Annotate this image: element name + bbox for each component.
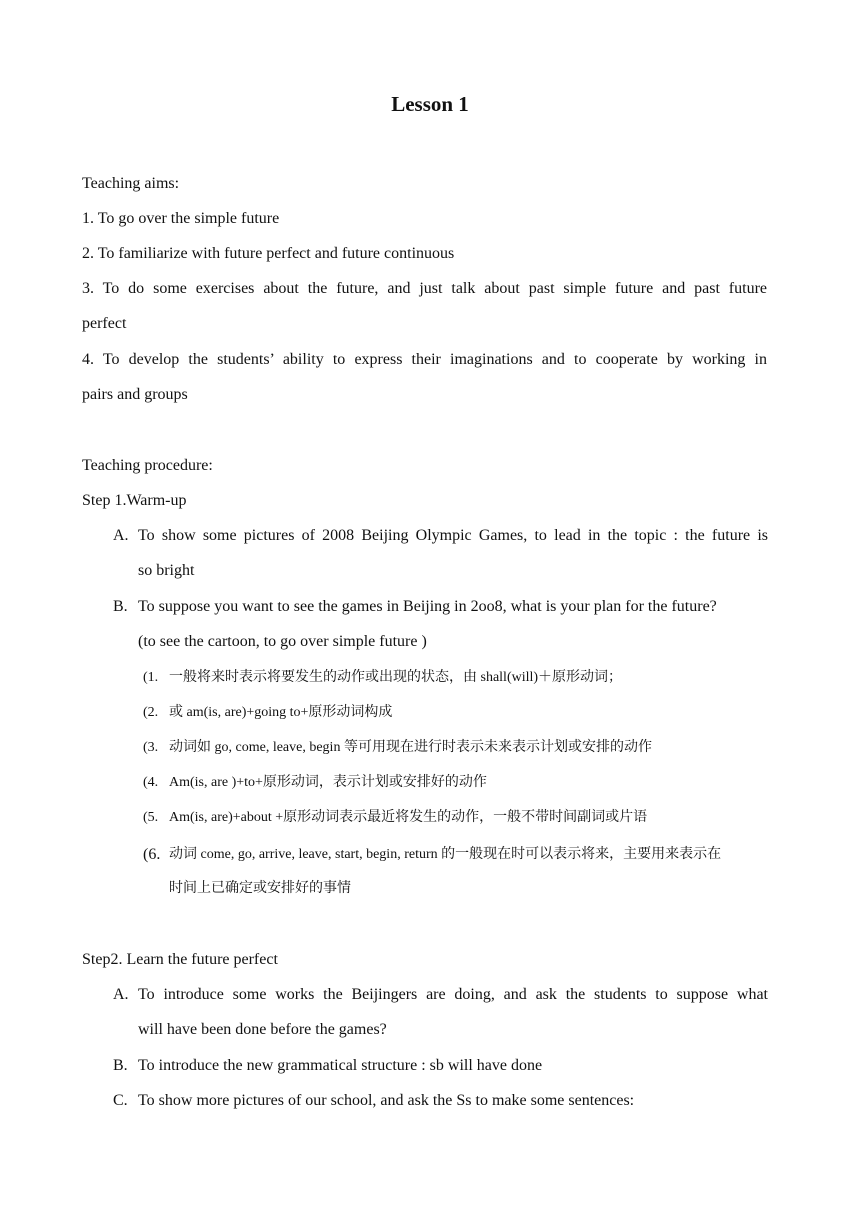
note-number: (2. [143,705,159,720]
step2-item-a-line-1: To introduce some works the Beijingers are doing, and ask the students to suppose what [138,986,768,1003]
aim-4-line-2: pairs and groups [82,386,188,403]
note-text: 一般将来时表示将要发生的动作或出现的状态，由 shall(will)＋原形动词； [169,670,623,685]
note-number: (1. [143,670,159,685]
note-number: (6. [143,846,161,863]
aims-heading: Teaching aims: [82,175,180,192]
aim-3-line-2: perfect [82,315,127,332]
step1-title: Step 1.Warm-up [82,492,187,509]
note-text: 动词如 go, come, leave, begin 等可用现在进行时表示未来表示计划或安排的动作 [169,740,652,755]
note-text: 或 am(is, are)+going to+原形动词构成 [169,705,393,720]
step1-item-a-line-2: so bright [138,562,195,579]
step1-item-b-label: B. [113,598,128,615]
step2-item-c-line-1: To show more pictures of our school, and ask the Ss to make some sentences: [138,1092,635,1109]
step1-item-a-label: A. [113,527,129,544]
aim-2: 2. To familiarize with future perfect and future continuous [82,245,455,262]
step1-item-b-line-2: (to see the cartoon, to go over simple future ) [138,633,427,650]
step2-title: Step2. Learn the future perfect [82,951,278,968]
note-text: Am(is, are )+to+原形动词，表示计划或安排好的动作 [169,775,487,790]
note-number: (4. [143,775,159,790]
step2-item-b-label: B. [113,1057,128,1074]
step2-item-b-line-1: To introduce the new grammatical structure : sb will have done [138,1057,543,1074]
aim-3-line-1: 3. To do some exercises about the future, and just talk about past simple future and past future [82,280,767,297]
aim-1: 1. To go over the simple future [82,210,280,227]
aim-4-line-1: 4. To develop the students’ ability to express their imaginations and to cooperate by working in [82,351,767,368]
step2-item-c-label: C. [113,1092,128,1109]
note-6-line-2: 时间上已确定或安排好的事情 [169,881,351,896]
step1-item-b-line-1: To suppose you want to see the games in Beijing in 2oo8, what is your plan for the future? [138,598,717,615]
procedure-heading: Teaching procedure: [82,457,213,474]
note-number: (3. [143,740,159,755]
note-number: (5. [143,810,159,825]
note-text: Am(is, are)+about +原形动词表示最近将发生的动作，一般不带时间副词或片语 [169,810,648,825]
step2-item-a-label: A. [113,986,129,1003]
step1-item-a-line-1: To show some pictures of 2008 Beijing Olympic Games, to lead in the topic : the future is [138,527,768,544]
step2-item-a-line-2: will have been done before the games? [138,1021,387,1038]
note-text: 动词 come, go, arrive, leave, start, begin, return 的一般现在时可以表示将来，主要用来表示在 [169,847,722,862]
page-title: Lesson 1 [391,92,469,116]
